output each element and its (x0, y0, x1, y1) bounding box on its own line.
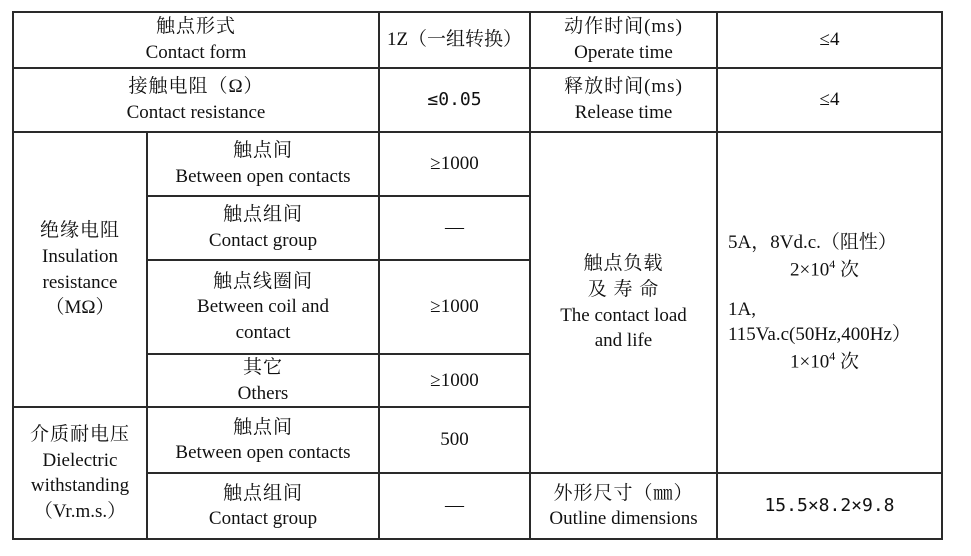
outline-dimensions-label: 外形尺寸（㎜） Outline dimensions (530, 473, 717, 539)
dielectric-contact-group-label: 触点组间 Contact group (147, 473, 379, 539)
life-cycles-ac: $1\times 10^4$ 次 (790, 349, 859, 373)
contact-form-value: 1Z（一组转换） (379, 12, 530, 68)
insulation-contact-group-label: 触点组间 Contact group (147, 196, 379, 260)
contact-resistance-value: ≤0.05 (379, 68, 530, 132)
insulation-others-label: 其它 Others (147, 354, 379, 407)
relay-spec-table (12, 11, 943, 540)
life-cycles-resistive: $2\times 10^4$ 次 (790, 256, 859, 281)
insulation-coil-contact-value: ≥1000 (379, 260, 530, 354)
insulation-resistance-label: 绝缘电阻 Insulation resistance （MΩ） (13, 132, 147, 407)
release-time-value: ≤4 (717, 68, 942, 132)
insulation-open-contacts-value: ≥1000 (379, 132, 530, 196)
dielectric-withstanding-label: 介质耐电压 Dielectric withstanding （Vr.m.s.） (13, 407, 147, 539)
outline-dimensions-value: 15.5×8.2×9.8 (717, 473, 942, 539)
insulation-others-value: ≥1000 (379, 354, 530, 407)
contact-load-life-label: 触点负载 及 寿 命 The contact load and life (530, 132, 717, 473)
insulation-contact-group-value: — (379, 196, 530, 260)
contact-form-label: 触点形式 Contact form (13, 12, 379, 68)
operate-time-value: ≤4 (717, 12, 942, 68)
dielectric-contact-group-value: — (379, 473, 530, 539)
contact-load-life-value: 5A，8Vd.c.（阻性） $2\times 10^4$ 次 1A, 115Va.c(50Hz,400Hz） $1\times 10^4$ 次 (717, 132, 942, 473)
contact-resistance-label: 接触电阻（Ω） Contact resistance (13, 68, 379, 132)
row-contact-form (13, 12, 942, 68)
operate-time-label: 动作时间(ms) Operate time (530, 12, 717, 68)
dielectric-open-contacts-label: 触点间 Between open contacts (147, 407, 379, 473)
insulation-coil-contact-label: 触点线圈间 Between coil and contact (147, 260, 379, 354)
row-insulation-open (13, 132, 942, 196)
dielectric-open-contacts-value: 500 (379, 407, 530, 473)
insulation-open-contacts-label: 触点间 Between open contacts (147, 132, 379, 196)
row-dielectric-group (13, 473, 942, 539)
release-time-label: 释放时间(ms) Release time (530, 68, 717, 132)
row-contact-resistance (13, 68, 942, 132)
